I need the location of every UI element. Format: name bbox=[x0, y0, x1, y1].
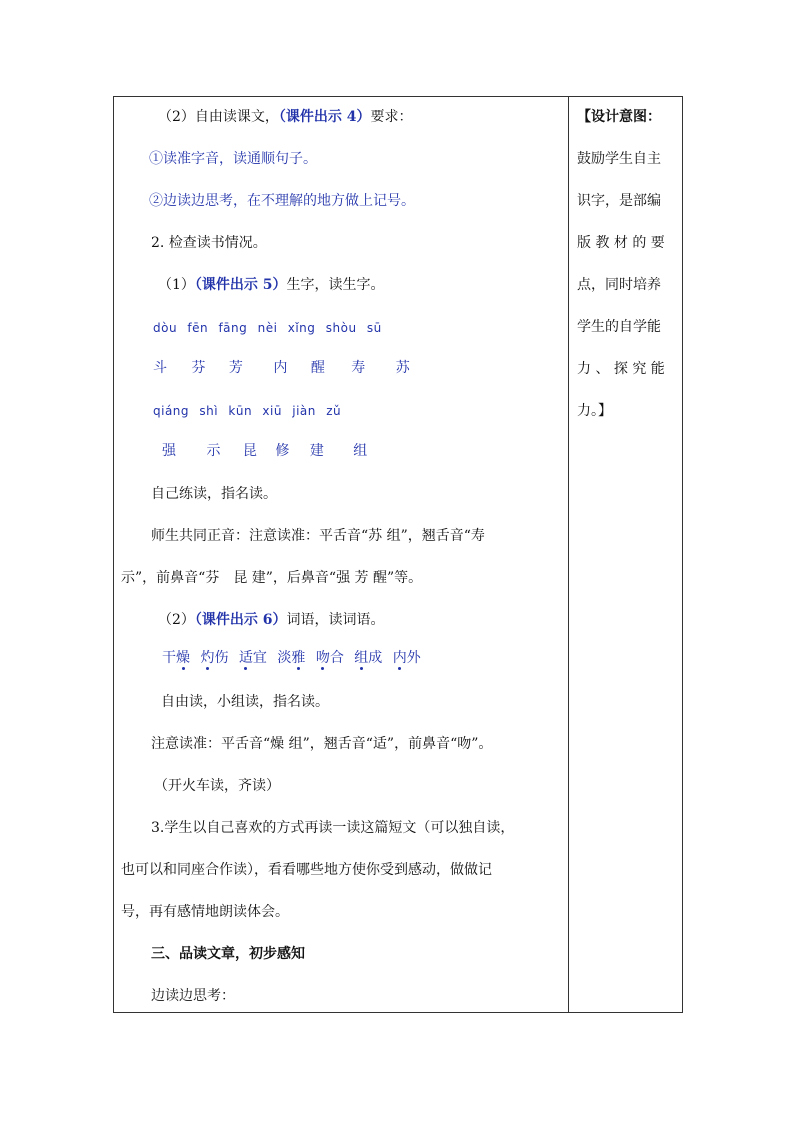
hanzi-row-1 bbox=[153, 358, 410, 378]
word bbox=[316, 650, 344, 666]
hanzi: 斗 bbox=[153, 360, 167, 376]
pinyin: kūn bbox=[228, 404, 253, 418]
pinyin: xiū bbox=[262, 404, 282, 418]
word bbox=[277, 650, 305, 666]
dotted-char: 雅 bbox=[291, 650, 306, 666]
word bbox=[200, 650, 228, 666]
line-free-reading bbox=[158, 107, 413, 127]
pinyin-row-1 bbox=[153, 318, 382, 338]
design-intent-line: 力 、 探 究 能 bbox=[577, 361, 665, 377]
pinyin: zǔ bbox=[326, 404, 342, 418]
reread-instruction-2: 也可以和同座合作读），看看哪些地方使你受到感动，做做记 bbox=[121, 862, 492, 878]
check-reading-heading: 2. 检查读书情况。 bbox=[151, 235, 267, 251]
hanzi: 强 bbox=[162, 443, 176, 459]
design-intent-line: 识字，是部编 bbox=[577, 193, 661, 209]
hanzi: 组 bbox=[353, 443, 368, 459]
hanzi: 醒 bbox=[310, 360, 325, 376]
pinyin: nèi bbox=[257, 321, 278, 335]
char: 合 bbox=[329, 650, 344, 666]
pinyin: fēn bbox=[187, 321, 209, 335]
pinyin: sū bbox=[366, 321, 382, 335]
hanzi: 示 bbox=[206, 443, 221, 459]
text: （2）自由读课文， bbox=[158, 109, 279, 125]
pinyin: xǐng bbox=[287, 321, 316, 335]
pronunciation-note-3: 注意读准：平舌音“燥 组”，翘舌音“适”，前鼻音“吻”。 bbox=[151, 736, 493, 752]
courseware-tag: （课件出示 4） bbox=[278, 109, 371, 125]
word bbox=[354, 650, 382, 666]
section-three-heading: 三、品读文章，初步感知 bbox=[151, 946, 305, 962]
hanzi: 内 bbox=[273, 360, 288, 376]
pronunciation-note-1: 师生共同正音：注意读准：平舌音“苏 组”，翘舌音“寿 bbox=[151, 528, 485, 544]
dotted-char: 适 bbox=[238, 650, 253, 666]
hanzi-row-2 bbox=[162, 441, 367, 461]
requirement-1: ①读准字音，读通顺句子。 bbox=[149, 151, 317, 167]
think-while-reading: 边读边思考： bbox=[151, 988, 235, 1004]
word bbox=[162, 650, 190, 666]
courseware-tag: （课件出示 6） bbox=[194, 612, 287, 628]
hanzi: 建 bbox=[309, 443, 324, 459]
pinyin: jiàn bbox=[292, 404, 316, 418]
word bbox=[239, 650, 267, 666]
pronunciation-note-2: 示”，前鼻音“芬 昆 建”，后鼻音“强 芳 醒”等。 bbox=[121, 570, 423, 586]
dotted-char: 燥 bbox=[176, 650, 190, 666]
dotted-char: 灼 bbox=[200, 650, 215, 666]
char: 淡 bbox=[277, 650, 292, 666]
line-vocabulary bbox=[158, 610, 385, 630]
courseware-tag: （课件出示 5） bbox=[194, 277, 287, 293]
main-column bbox=[114, 97, 568, 1012]
reread-instruction-1: 3.学生以自己喜欢的方式再读一读这篇短文（可以独自读， bbox=[151, 820, 515, 836]
pinyin: dòu bbox=[153, 321, 178, 335]
hanzi: 芳 bbox=[228, 360, 243, 376]
pinyin: shòu bbox=[325, 321, 357, 335]
requirement-2: ②边读边思考，在不理解的地方做上记号。 bbox=[149, 193, 415, 209]
hanzi: 寿 bbox=[351, 360, 366, 376]
pinyin: qiáng bbox=[153, 404, 190, 418]
char: 成 bbox=[368, 650, 383, 666]
design-intent-line: 学生的自学能 bbox=[577, 319, 661, 335]
text: （2） bbox=[158, 612, 195, 628]
practice-reading: 自己练读，指名读。 bbox=[151, 486, 277, 502]
vocabulary-words bbox=[162, 648, 421, 668]
char: 宜 bbox=[252, 650, 267, 666]
text: 要求： bbox=[370, 109, 413, 125]
dotted-char: 吻 bbox=[315, 650, 330, 666]
line-new-characters bbox=[158, 275, 385, 295]
hanzi: 昆 bbox=[242, 443, 257, 459]
char: 干 bbox=[162, 650, 176, 666]
text: （1） bbox=[158, 277, 195, 293]
dotted-char: 内 bbox=[392, 650, 407, 666]
design-intent-title: 【设计意图： bbox=[577, 109, 661, 125]
text: 词语，读词语。 bbox=[286, 612, 385, 628]
design-intent-column bbox=[569, 97, 683, 1012]
pinyin: shì bbox=[199, 404, 219, 418]
hanzi: 芬 bbox=[191, 360, 206, 376]
pinyin: fāng bbox=[218, 321, 248, 335]
train-reading: （开火车读，齐读） bbox=[154, 778, 280, 794]
design-intent-line: 点，同时培养 bbox=[577, 277, 661, 293]
hanzi: 苏 bbox=[395, 360, 410, 376]
word bbox=[393, 650, 421, 666]
lesson-table bbox=[113, 96, 683, 1013]
char: 外 bbox=[406, 650, 421, 666]
dotted-char: 组 bbox=[354, 650, 369, 666]
hanzi: 修 bbox=[275, 443, 290, 459]
reread-instruction-3: 号，再有感情地朗读体会。 bbox=[121, 904, 289, 920]
char: 伤 bbox=[214, 650, 229, 666]
design-intent-line: 鼓励学生自主 bbox=[577, 151, 661, 167]
design-intent-line: 版 教 材 的 要 bbox=[577, 235, 665, 251]
pinyin-row-2 bbox=[153, 401, 341, 421]
design-intent-line: 力。】 bbox=[577, 403, 612, 419]
text: 生字，读生字。 bbox=[286, 277, 385, 293]
reading-methods: 自由读，小组读，指名读。 bbox=[161, 694, 329, 710]
